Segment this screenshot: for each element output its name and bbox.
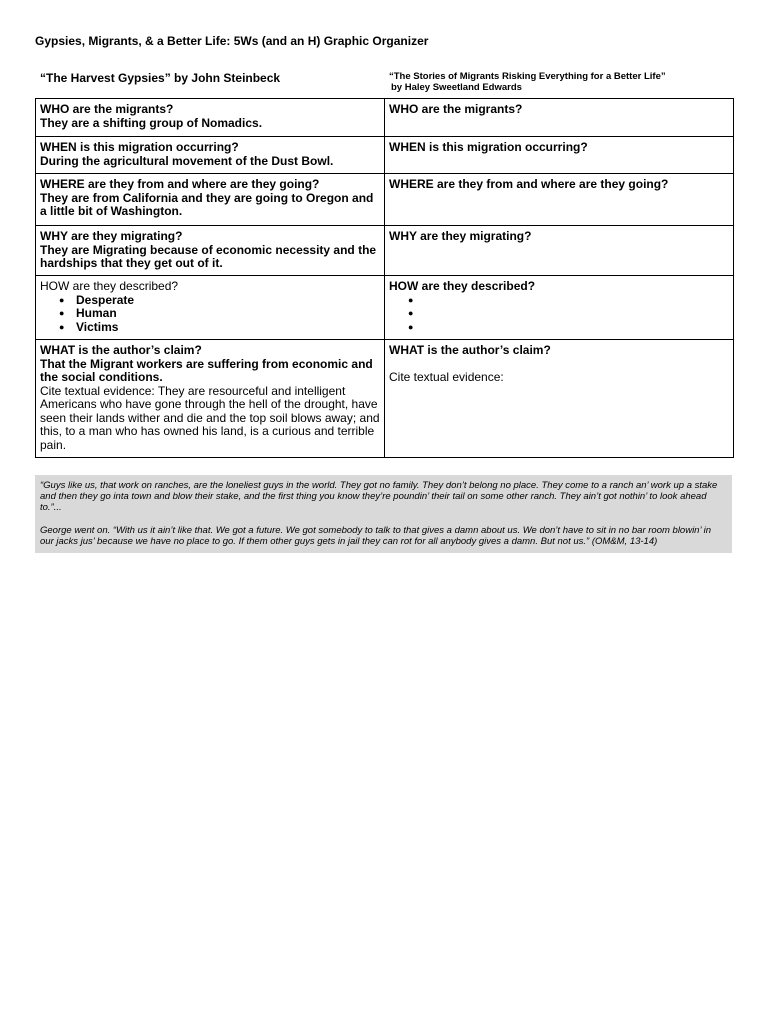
table-row-who bbox=[36, 99, 734, 137]
right-question-when: WHEN is this migration occurring? bbox=[389, 140, 588, 154]
table-row-why bbox=[36, 226, 734, 276]
question-when: WHEN is this migration occurring? bbox=[40, 140, 239, 154]
table-row-what bbox=[36, 340, 734, 458]
right-column-title: “The Stories of Migrants Risking Everything for a Better Life” bbox=[389, 71, 666, 82]
list-item[interactable] bbox=[425, 294, 729, 308]
right-textual-evidence: Cite textual evidence: bbox=[389, 369, 504, 384]
right-column-byline: by Haley Sweetland Edwards bbox=[391, 82, 522, 93]
spacer bbox=[389, 358, 729, 371]
right-cell-who[interactable] bbox=[385, 99, 734, 137]
answer-what: That the Migrant workers are suffering from economic and the social conditions. bbox=[40, 356, 373, 384]
left-description-list bbox=[40, 294, 380, 335]
right-cell-when[interactable] bbox=[385, 137, 734, 174]
answer-where: They are from California and they are going to Oregon and a little bit of Washington. bbox=[40, 190, 374, 218]
left-cell-who[interactable] bbox=[36, 99, 385, 137]
right-cell-why[interactable] bbox=[385, 226, 734, 276]
right-question-how: HOW are they described? bbox=[389, 279, 536, 293]
left-cell-when[interactable] bbox=[36, 137, 385, 174]
quote-paragraph-1: “Guys like us, that work on ranches, are the loneliest guys in the world. They got no family. They don’t belong no place. They come to a ranch an’ work up a stake and then they go inta town and blow their stake, and the first thing you know they’re poundin’ their tail on some other ranch. They ain’t got nothin’ to look ahead to.”... bbox=[40, 480, 718, 514]
table-row-how bbox=[36, 276, 734, 340]
quote-paragraph-2: George went on. “With us it ain’t like that. We got a future. We got somebody to talk to that gives a damn about us. We don’t have to sit in no bar room blowin’ in our jacks jus’ because we have no place to go. If them other guys gets in jail they can rot for all anybody gives a damn. But not us.” (OM&M, 13-14) bbox=[40, 524, 712, 547]
left-cell-how[interactable] bbox=[36, 276, 385, 340]
left-cell-what[interactable] bbox=[36, 340, 385, 458]
right-question-where: WHERE are they from and where are they going? bbox=[389, 177, 669, 191]
right-question-what: WHAT is the author’s claim? bbox=[389, 343, 551, 357]
answer-who: They are a shifting group of Nomadics. bbox=[40, 115, 263, 130]
left-cell-why[interactable] bbox=[36, 226, 385, 276]
right-question-who: WHO are the migrants? bbox=[389, 102, 523, 116]
list-item: ● Victims bbox=[76, 321, 380, 335]
document-title: Gypsies, Migrants, & a Better Life: 5Ws (and an H) Graphic Organizer bbox=[35, 34, 429, 48]
quote-box bbox=[35, 475, 732, 553]
list-item[interactable] bbox=[425, 307, 729, 321]
left-column-heading: “The Harvest Gypsies” by John Steinbeck bbox=[40, 71, 281, 85]
right-description-list bbox=[389, 294, 729, 335]
right-cell-where[interactable] bbox=[385, 174, 734, 226]
answer-why: They are Migrating because of economic necessity and the hardships that they get out of it. bbox=[40, 242, 377, 270]
list-item[interactable] bbox=[425, 321, 729, 335]
question-who: WHO are the migrants? bbox=[40, 102, 174, 116]
left-textual-evidence: Cite textual evidence: They are resourceful and intelligent Americans who have gone through the hell of the drought, have seen their lands wither and die and the top soil blows away; and this, to a man who has owned his land, is a curious and terrible pain. bbox=[40, 383, 380, 452]
question-how: HOW are they described? bbox=[40, 279, 179, 293]
right-cell-how[interactable] bbox=[385, 276, 734, 340]
graphic-organizer-table bbox=[35, 98, 734, 458]
right-question-why: WHY are they migrating? bbox=[389, 229, 532, 243]
list-item: ● Desperate bbox=[76, 294, 380, 308]
right-cell-what[interactable] bbox=[385, 340, 734, 458]
question-why: WHY are they migrating? bbox=[40, 229, 183, 243]
table-row-where bbox=[36, 174, 734, 226]
answer-when: During the agricultural movement of the Dust Bowl. bbox=[40, 153, 334, 168]
left-cell-where[interactable] bbox=[36, 174, 385, 226]
right-column-heading bbox=[389, 71, 666, 93]
list-item: ● Human bbox=[76, 307, 380, 321]
table-row-when bbox=[36, 137, 734, 174]
question-what: WHAT is the author’s claim? bbox=[40, 343, 202, 357]
question-where: WHERE are they from and where are they going? bbox=[40, 177, 320, 191]
